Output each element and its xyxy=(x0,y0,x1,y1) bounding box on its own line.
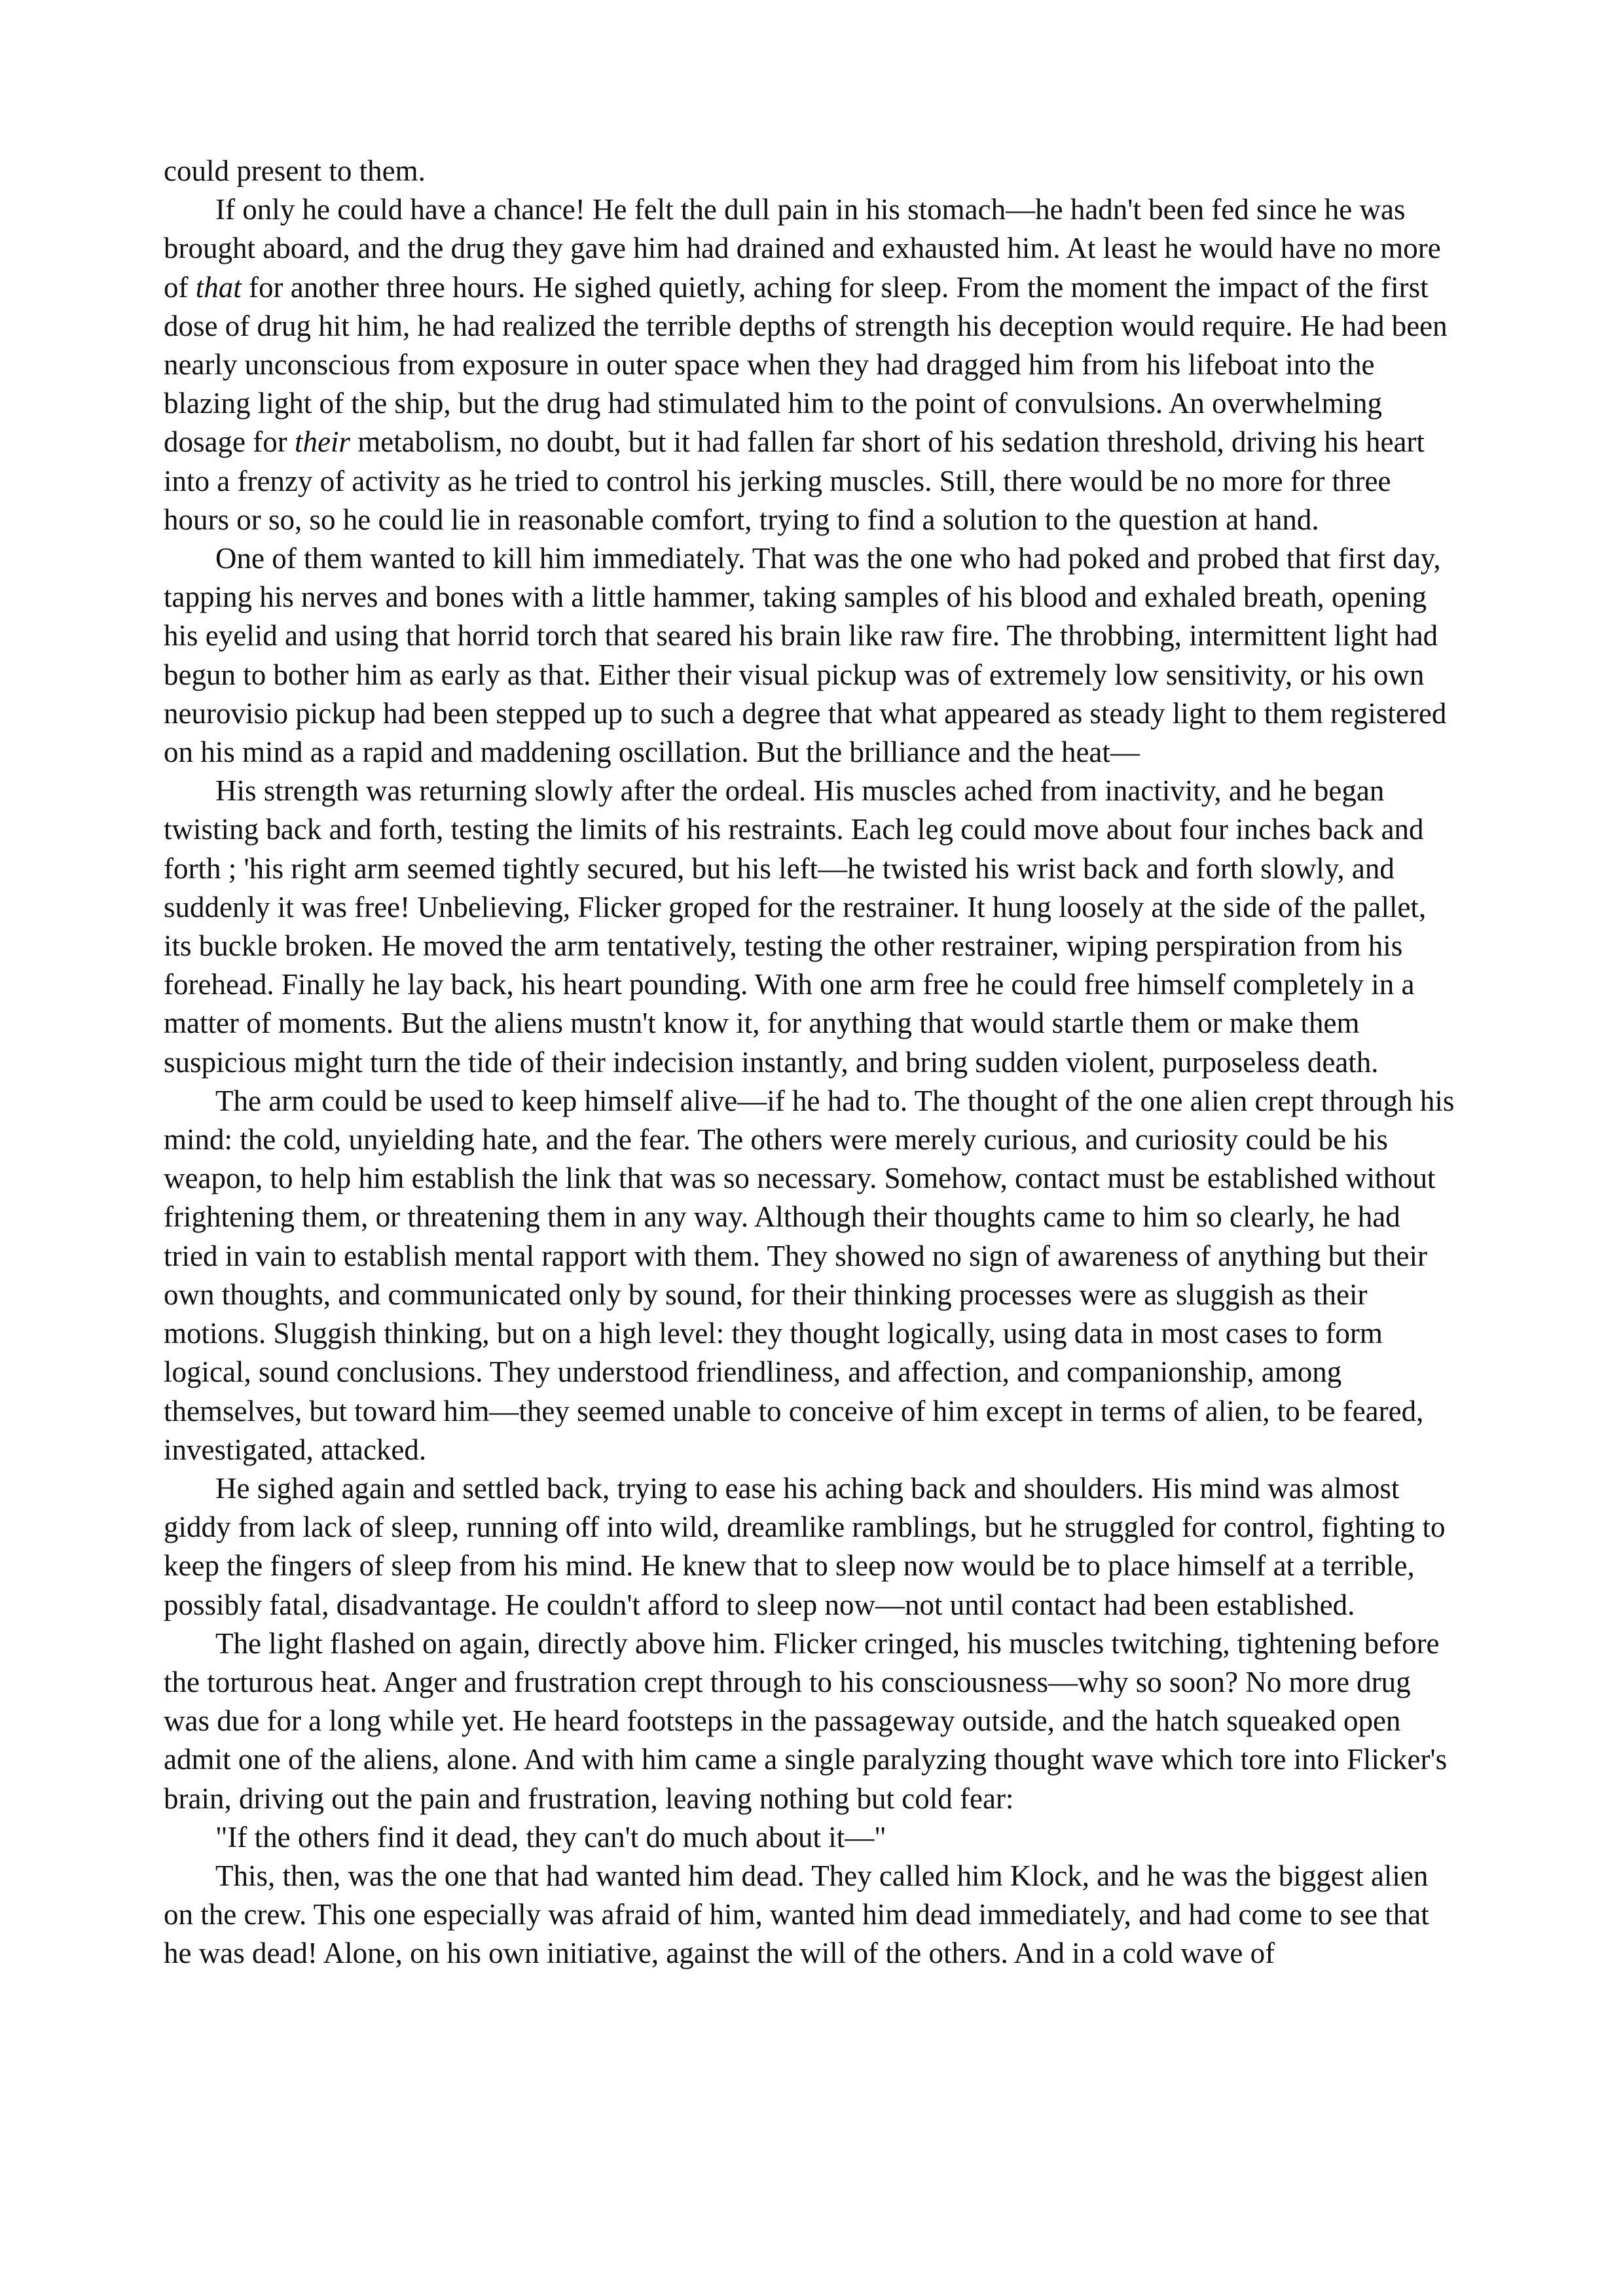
text-run: could present to them. xyxy=(164,154,426,187)
paragraph xyxy=(164,1082,1457,1469)
paragraph xyxy=(164,1857,1457,1973)
italic-text-run: their xyxy=(294,425,350,459)
text-run: for another three hours. He sighed quietly, aching for sleep. From the moment the impact of the first dose of drug hit him, he had realized the terrible depths of strength his deception would require. He had been nearly unconscious from exposure in outer space when they had dragged him from his lifeboat into the blazing light of the ship, but the drug had stimulated him to the point of convulsions. An overwhelming dosage for xyxy=(164,270,1448,459)
text-run: "If the others find it dead, they can't do much about it—" xyxy=(215,1820,886,1854)
text-run: The light flashed on again, directly above him. Flicker cringed, his muscles twitching, tightening before the torturous heat. Anger and frustration crept through to his consciousness—why so soon? No more drug was due for a long while yet. He heard footsteps in the passageway outside, and the hatch squeaked open admit one of the aliens, alone. And with him came a single paralyzing thought wave which tore into Flicker's brain, driving out the pain and frustration, leaving nothing but cold fear: xyxy=(164,1626,1448,1815)
paragraph xyxy=(164,772,1457,1082)
text-run: One of them wanted to kill him immediately. That was the one who had poked and probed that first day, tapping his nerves and bones with a little hammer, taking samples of his blood and exhaled breath, opening his eyelid and using that horrid torch that seared his brain like raw fire. The throbbing, intermittent light had begun to bother him as early as that. Either their visual pickup was of extremely low sensitivity, or his own neurovisio pickup had been stepped up to such a degree that what appeared as steady light to them registered on his mind as a rapid and maddening oscillation. But the brilliance and the heat— xyxy=(164,542,1447,769)
text-run: If only he could have a chance! He felt the dull pain in his stomach—he hadn't been fed since he was brought aboard, and the drug they gave him had drained and exhausted him. At least he would have no more of xyxy=(164,193,1441,304)
body-text xyxy=(164,152,1457,1973)
paragraph xyxy=(164,1469,1457,1624)
paragraph xyxy=(164,152,1457,190)
paragraph xyxy=(164,190,1457,539)
text-run: metabolism, no doubt, but it had fallen far short of his sedation threshold, driving his heart into a frenzy of activity as he tried to control his jerking muscles. Still, there would be no more for three hours or so, so he could lie in reasonable comfort, trying to find a solution to the question at hand. xyxy=(164,425,1425,536)
italic-text-run: that xyxy=(195,270,242,304)
text-run: His strength was returning slowly after the ordeal. His muscles ached from inactivity, and he began twisting back and forth, testing the limits of his restraints. Each leg could move about four inches back and forth ; 'his right arm seemed tightly secured, but his left—he twisted his wrist back and forth slowly, and suddenly it was free! Unbelieving, Flicker groped for the restrainer. It hung loosely at the side of the pallet, its buckle broken. He moved the arm tentatively, testing the other restrainer, wiping perspiration from his forehead. Finally he lay back, his heart pounding. With one arm free he could free himself completely in a matter of moments. But the aliens mustn't know it, for anything that would startle them or make them suspicious might turn the tide of their indecision instantly, and bring sudden violent, purposeless death. xyxy=(164,774,1427,1079)
paragraph xyxy=(164,1624,1457,1818)
paragraph xyxy=(164,1818,1457,1857)
paragraph xyxy=(164,539,1457,772)
text-run: This, then, was the one that had wanted him dead. They called him Klock, and he was the biggest alien on the crew. This one especially was afraid of him, wanted him dead immediately, and had come to see that he was dead! Alone, on his own initiative, against the will of the others. And in a cold wave of xyxy=(164,1859,1429,1970)
text-run: The arm could be used to keep himself alive—if he had to. The thought of the one alien crept through his mind: the cold, unyielding hate, and the fear. The others were merely curious, and curiosity could be his weapon, to help him establish the link that was so necessary. Somehow, contact must be established without frightening them, or threatening them in any way. Although their thoughts came to him so clearly, he had tried in vain to establish mental rapport with them. They showed no sign of awareness of anything but their own thoughts, and communicated only by sound, for their thinking processes were as sluggish as their motions. Sluggish thinking, but on a high level: they thought logically, using data in most cases to form logical, sound conclusions. They understood friendliness, and affection, and companionship, among themselves, but toward him—they seemed unable to conceive of him except in terms of alien, to be feared, investigated, attacked. xyxy=(164,1084,1455,1466)
text-run: He sighed again and settled back, trying to ease his aching back and shoulders. His mind was almost giddy from lack of sleep, running off into wild, dreamlike ramblings, but he struggled for control, fighting to keep the fingers of sleep from his mind. He knew that to sleep now would be to place himself at a terrible, possibly fatal, disadvantage. He couldn't afford to sleep now—not until contact had been established. xyxy=(164,1471,1446,1621)
